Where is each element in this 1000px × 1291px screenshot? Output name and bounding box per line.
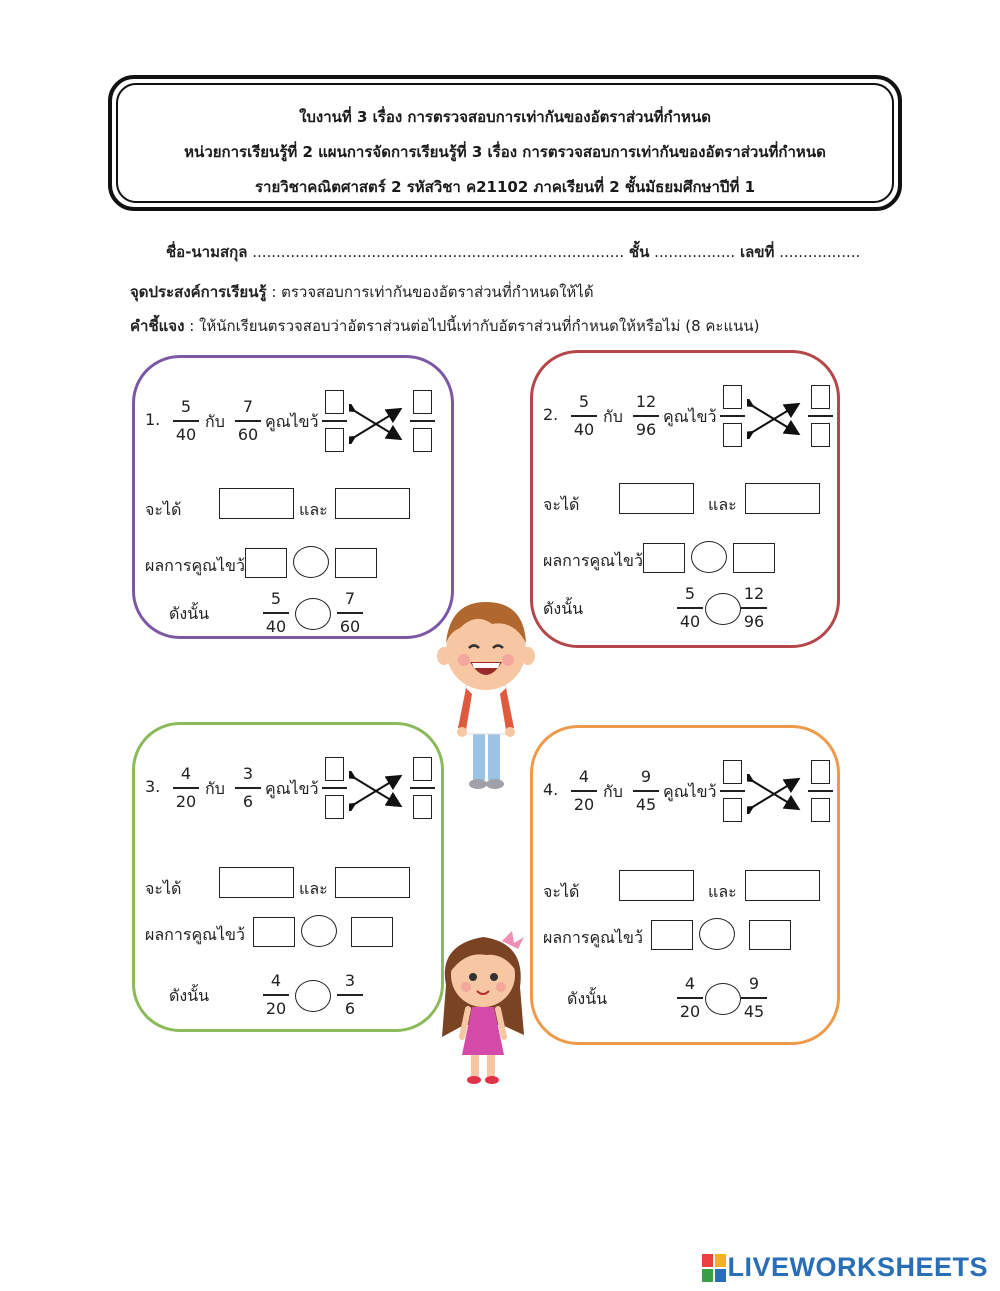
class-label: ชั้น [628,243,650,261]
product-input-2[interactable] [335,488,410,519]
fraction-denominator: 6 [344,998,356,1018]
blank-denominator-right[interactable] [413,795,432,819]
with-label: กับ [205,412,225,431]
blank-numerator-right[interactable] [413,390,432,414]
fraction-bar [741,607,767,609]
problem-panel [530,725,840,1045]
problem-panel [132,722,444,1032]
final-comparison-oval[interactable] [705,593,741,625]
cross-multiply-label: คูณไขว้ [265,779,319,798]
girl-leg-right [487,1053,495,1079]
cross-result-label: ผลการคูณไขว้ [145,925,245,944]
therefore-label: ดังนั้น [543,599,584,618]
cross-multiply-arrows-icon [747,399,803,439]
boy-leg-left [473,730,485,780]
problem-number: 1. [145,410,161,429]
cross-result-input-1[interactable] [245,548,287,578]
girl-eye-left [469,973,477,981]
fraction-denominator: 60 [237,424,259,444]
fraction-numerator: 3 [242,764,254,783]
fraction-denominator: 40 [175,424,197,444]
final-comparison-oval[interactable] [295,980,331,1012]
fraction-bar [235,420,261,422]
blank-fraction-bar-left [322,420,347,422]
comparison-oval[interactable] [691,541,727,573]
fraction-denominator: 6 [242,791,254,811]
fraction-bar [263,612,289,614]
problem-number: 3. [145,777,161,796]
fraction-denominator: 45 [635,794,657,814]
fraction-denominator: 96 [743,611,765,631]
fraction-bar [571,415,597,417]
fraction-numerator: 4 [578,767,590,786]
fraction-a [567,391,601,441]
product-input-2[interactable] [745,483,820,514]
fraction-bar [571,790,597,792]
cross-result-input-2[interactable] [351,917,393,947]
with-label: กับ [603,407,623,426]
instruction-label: คำชี้แจง [130,317,185,335]
fraction-numerator: 9 [640,767,652,786]
blank-numerator-left[interactable] [325,390,344,414]
liveworksheets-logo [701,1252,988,1283]
fraction-numerator: 12 [743,584,765,603]
worksheet-title: ใบงานที่ 3 เรื่อง การตรวจสอบการเท่ากันของอัตราส่วนที่กำหนด [299,108,711,126]
and-label: และ [708,495,737,514]
and-label: และ [708,882,737,901]
fraction-denominator: 40 [573,419,595,439]
fraction-a-final [673,973,707,1023]
girl-cheek-left [461,982,471,992]
fraction-denominator: 45 [743,1001,765,1021]
fraction-b [231,763,265,813]
fraction-numerator: 12 [635,392,657,411]
fraction-b [629,766,663,816]
final-comparison-oval[interactable] [295,598,331,630]
problem-panel [132,355,454,639]
student-info-row [166,240,860,264]
fraction-a [567,766,601,816]
product-input-2[interactable] [335,867,410,898]
course-line: รายวิชาคณิตศาสตร์ 2 รหัสวิชา ค21102 ภาคเรียนที่ 2 ชั้นมัธยมศึกษาปีที่ 1 [254,178,756,196]
class-blank[interactable]: ................. [654,243,736,261]
fraction-bar [633,415,659,417]
fraction-numerator: 5 [180,397,192,416]
cross-multiply-label: คูณไขว้ [265,412,319,431]
girl-illustration [438,925,528,1087]
get-label: จะได้ [145,500,182,519]
instruction-row [130,314,760,338]
fraction-numerator: 7 [242,397,254,416]
boy-leg-right [488,730,500,780]
fraction-b-final [333,588,367,638]
girl-eye-right [490,973,498,981]
blank-numerator-left[interactable] [723,385,742,409]
cross-result-input-2[interactable] [749,920,791,950]
blank-numerator-right[interactable] [811,385,830,409]
learning-unit-line: หน่วยการเรียนรู้ที่ 2 แผนการจัดการเรียนรู้ที่ 3 เรื่อง การตรวจสอบการเท่ากันของอัตราส่วนที่กำหนด [184,143,826,161]
problem-number: 2. [543,405,559,424]
number-label: เลขที่ [739,243,775,261]
get-label: จะได้ [543,882,580,901]
blank-fraction-bar-right [808,415,833,417]
header-box [108,75,902,211]
objective-row [130,280,594,304]
comparison-oval[interactable] [293,546,329,578]
fraction-bar [235,787,261,789]
fraction-denominator: 40 [679,611,701,631]
boy-hand-right [505,727,515,737]
instruction-text: : ให้นักเรียนตรวจสอบว่าอัตราส่วนต่อไปนี้เท่ากับอัตราส่วนที่กำหนดให้หรือไม่ (8 คะแนน) [189,317,760,335]
get-label: จะได้ [145,879,182,898]
therefore-label: ดังนั้น [169,604,210,623]
therefore-label: ดังนั้น [567,989,608,1008]
blank-fraction-bar-left [720,415,745,417]
brand-name: LIVEWORKSHEETS [727,1252,988,1282]
cross-result-input-2[interactable] [335,548,377,578]
blank-fraction-bar-right [410,420,435,422]
fraction-numerator: 5 [684,584,696,603]
blank-fraction-bar-right [410,787,435,789]
fraction-b [231,396,265,446]
cross-result-label: ผลการคูณไขว้ [145,556,245,575]
blank-denominator-left[interactable] [325,428,344,452]
fraction-numerator: 5 [578,392,590,411]
fraction-numerator: 9 [748,974,760,993]
product-input-1[interactable] [619,483,694,514]
cross-multiply-label: คูณไขว้ [663,782,717,801]
girl-shoe-right [485,1076,499,1084]
comparison-oval[interactable] [699,918,735,950]
fraction-numerator: 7 [344,589,356,608]
blank-denominator-left[interactable] [325,795,344,819]
fraction-bar [633,790,659,792]
fraction-bar [741,997,767,999]
cross-result-input-1[interactable] [253,917,295,947]
boy-hand-left [457,727,467,737]
blank-fraction-bar-left [720,790,745,792]
fraction-bar [337,994,363,996]
live-logo-icon [701,1253,727,1283]
problem-number: 4. [543,780,559,799]
fraction-b [629,391,663,441]
fraction-numerator: 5 [270,589,282,608]
blank-denominator-left[interactable] [723,423,742,447]
fraction-a [169,763,203,813]
boy-cheek-right [502,654,514,666]
girl-shoe-left [467,1076,481,1084]
fraction-b-final [737,583,771,633]
header-inner-border [116,83,894,203]
cross-result-label: ผลการคูณไขว้ [543,551,643,570]
fraction-denominator: 20 [679,1001,701,1021]
product-input-1[interactable] [619,870,694,901]
fraction-a-final [673,583,707,633]
cross-multiply-arrows-icon [349,771,405,811]
fraction-b-final [333,970,367,1020]
fraction-numerator: 3 [344,971,356,990]
girl-cheek-right [496,982,506,992]
blank-numerator-left[interactable] [723,760,742,784]
boy-shoe-right [486,779,504,789]
fraction-denominator: 20 [175,791,197,811]
and-label: และ [299,500,328,519]
boy-teeth [472,663,500,668]
cross-multiply-arrows-icon [349,404,405,444]
objective-text: : ตรวจสอบการเท่ากันของอัตราส่วนที่กำหนดให้ได้ [271,283,594,301]
fraction-numerator: 4 [684,974,696,993]
with-label: กับ [603,782,623,801]
blank-fraction-bar-left [322,787,347,789]
boy-cheek-left [458,654,470,666]
fraction-bar [337,612,363,614]
fraction-bar [263,994,289,996]
blank-numerator-left[interactable] [325,757,344,781]
fraction-bar [173,787,199,789]
fraction-denominator: 96 [635,419,657,439]
cross-result-input-2[interactable] [733,543,775,573]
fraction-a [169,396,203,446]
boy-shoe-left [469,779,487,789]
girl-leg-left [471,1053,479,1079]
fraction-numerator: 4 [180,764,192,783]
product-input-1[interactable] [219,488,294,519]
product-input-2[interactable] [745,870,820,901]
fraction-bar [677,997,703,999]
comparison-oval[interactable] [301,915,337,947]
get-label: จะได้ [543,495,580,514]
blank-denominator-left[interactable] [723,798,742,822]
fraction-bar [677,607,703,609]
with-label: กับ [205,779,225,798]
problem-panel [530,350,840,648]
fraction-numerator: 4 [270,971,282,990]
objective-label: จุดประสงค์การเรียนรู้ [130,283,267,301]
cross-multiply-label: คูณไขว้ [663,407,717,426]
blank-numerator-right[interactable] [811,760,830,784]
fraction-bar [173,420,199,422]
cross-result-label: ผลการคูณไขว้ [543,928,643,947]
fraction-a-final [259,970,293,1020]
blank-denominator-right[interactable] [811,798,830,822]
product-input-1[interactable] [219,867,294,898]
blank-numerator-right[interactable] [413,757,432,781]
boy-illustration [436,598,536,794]
final-comparison-oval[interactable] [705,983,741,1015]
blank-denominator-right[interactable] [413,428,432,452]
cross-multiply-arrows-icon [747,774,803,814]
fraction-denominator: 20 [265,998,287,1018]
fraction-b-final [737,973,771,1023]
therefore-label: ดังนั้น [169,986,210,1005]
and-label: และ [299,879,328,898]
blank-fraction-bar-right [808,790,833,792]
name-label: ชื่อ-นามสกุล [166,243,248,261]
number-blank[interactable]: ................. [779,243,861,261]
fraction-denominator: 40 [265,616,287,636]
blank-denominator-right[interactable] [811,423,830,447]
fraction-a-final [259,588,293,638]
cross-result-input-1[interactable] [651,920,693,950]
fraction-denominator: 60 [339,616,361,636]
fraction-denominator: 20 [573,794,595,814]
name-blank[interactable]: .............................................................................. [252,243,625,261]
cross-result-input-1[interactable] [643,543,685,573]
